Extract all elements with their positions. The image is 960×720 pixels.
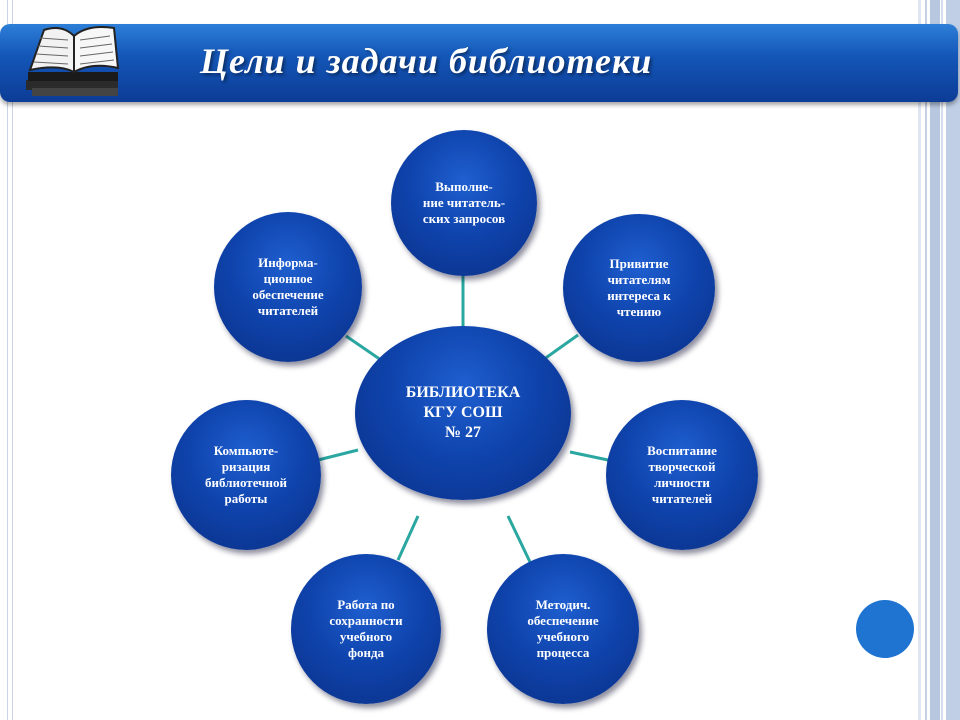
- node-method: [487, 554, 639, 704]
- node-interest-label: Привитие читателям интереса к чтению: [607, 255, 671, 320]
- nav-circle-button[interactable]: [856, 600, 914, 658]
- node-info-label: Информа- ционное обеспечение читателей: [252, 254, 324, 319]
- node-preserve: [291, 554, 441, 704]
- node-preserve-label: Работа по сохранности учебного фонда: [329, 596, 403, 661]
- node-method-label: Методич. обеспечение учебного процесса: [527, 596, 599, 661]
- center-node-label: БИБЛИОТЕКА КГУ СОШ № 27: [405, 384, 521, 441]
- node-computer-label: Компьюте- ризация библиотечной работы: [205, 442, 287, 507]
- node-creative: [606, 400, 758, 550]
- node-creative-label: Воспитание творческой личности читателей: [647, 442, 717, 507]
- node-computer: [171, 400, 321, 550]
- node-interest: [563, 214, 715, 362]
- center-node: [355, 326, 571, 500]
- node-requests-label: Выполне- ние читатель- ских запросов: [422, 178, 506, 227]
- node-requests: [391, 130, 537, 276]
- page-title: Цели и задачи библиотеки: [200, 41, 653, 81]
- node-info: [214, 212, 362, 362]
